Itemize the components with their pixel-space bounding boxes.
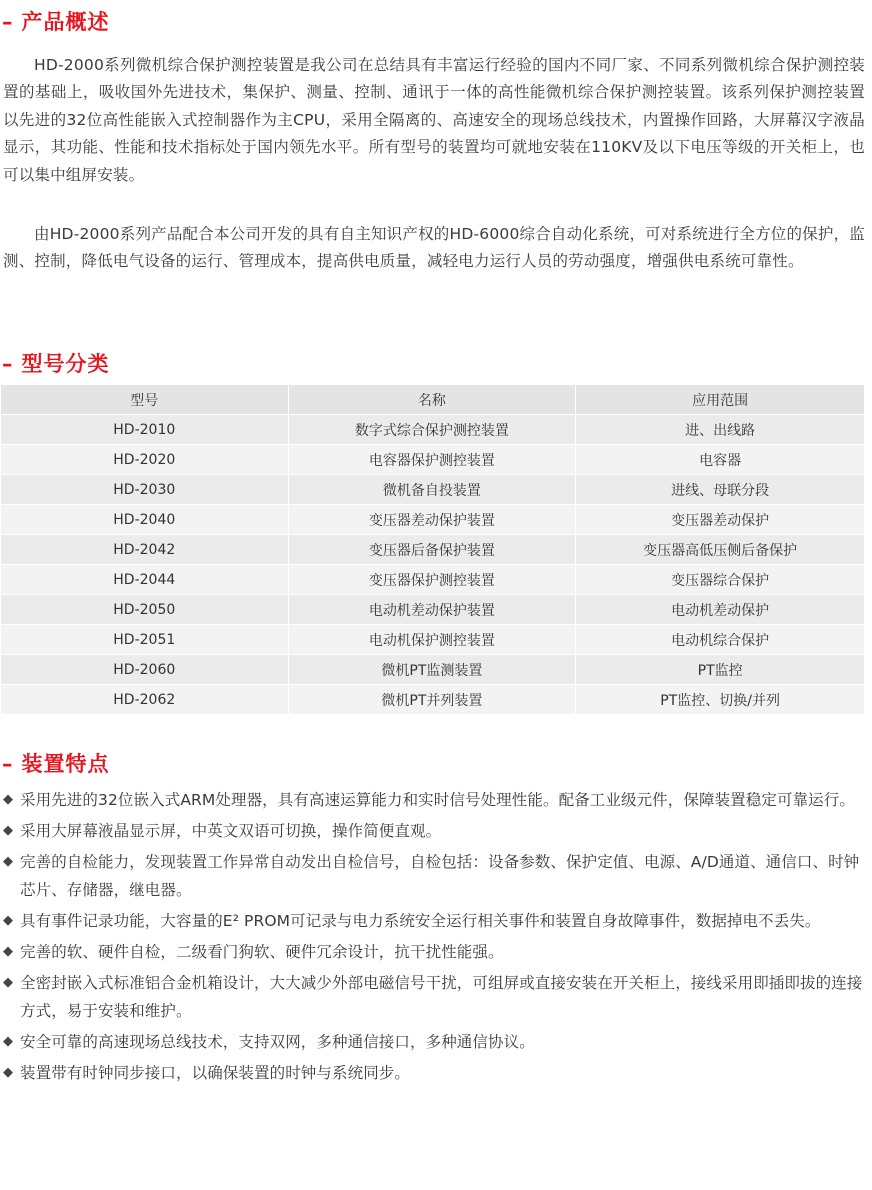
list-item [3,907,871,935]
application-cell: 进线、母联分段 [576,475,865,505]
name-cell: 数字式综合保护测控装置 [288,415,576,445]
table-row [1,415,865,445]
feature-text: 全密封嵌入式标准铝合金机箱设计，大大减少外部电磁信号干扰，可组屏或直接安装在开关柜上，接线采用即插即拔的连接方式，易于安装和维护。 [20,974,863,1020]
diamond-bullet-icon: ◆ [3,975,14,990]
list-item [3,1028,871,1056]
name-cell: 微机PT并列装置 [288,685,576,715]
application-cell: PT监控 [576,655,865,685]
application-cell: 电动机综合保护 [576,625,865,655]
model-cell: HD-2020 [1,445,289,475]
diamond-bullet-icon: ◆ [3,1034,14,1049]
diamond-bullet-icon: ◆ [3,944,14,959]
column-header-application: 应用范围 [576,385,865,415]
table-row [1,655,865,685]
name-cell: 变压器差动保护装置 [288,505,576,535]
table-row [1,565,865,595]
table-row [1,535,865,565]
table-row [1,445,865,475]
model-table [0,384,865,715]
name-cell: 变压器保护测控装置 [288,565,576,595]
list-item [3,817,871,845]
diamond-bullet-icon: ◆ [3,854,14,869]
model-cell: HD-2010 [1,415,289,445]
model-cell: HD-2030 [1,475,289,505]
diamond-bullet-icon: ◆ [3,913,14,928]
feature-text: 完善的软、硬件自检，二级看门狗软、硬件冗余设计，抗干扰性能强。 [20,943,504,961]
model-cell: HD-2042 [1,535,289,565]
application-cell: 进、出线路 [576,415,865,445]
application-cell: 电容器 [576,445,865,475]
overview-heading: – 产品概述 [2,10,110,34]
list-item [3,848,871,904]
model-cell: HD-2040 [1,505,289,535]
model-cell: HD-2062 [1,685,289,715]
table-row [1,475,865,505]
name-cell: 微机备自投装置 [288,475,576,505]
model-cell: HD-2050 [1,595,289,625]
application-cell: 变压器综合保护 [576,565,865,595]
name-cell: 电动机差动保护装置 [288,595,576,625]
model-cell: HD-2051 [1,625,289,655]
application-cell: 电动机差动保护 [576,595,865,625]
name-cell: 电容器保护测控装置 [288,445,576,475]
table-row [1,505,865,535]
list-item [3,938,871,966]
diamond-bullet-icon: ◆ [3,823,14,838]
list-item [3,1059,871,1087]
feature-text: 装置带有时钟同步接口，以确保装置的时钟与系统同步。 [20,1064,411,1082]
feature-text: 采用大屏幕液晶显示屏，中英文双语可切换，操作简便直观。 [20,822,442,840]
application-cell: 变压器高低压侧后备保护 [576,535,865,565]
feature-text: 采用先进的32位嵌入式ARM处理器，具有高速运算能力和实时信号处理性能。配备工业级元件，保障装置稳定可靠运行。 [20,791,855,809]
feature-text: 完善的自检能力，发现装置工作异常自动发出自检信号，自检包括：设备参数、保护定值、电源、A/D通道、通信口、时钟芯片、存储器，继电器。 [20,853,860,899]
list-item [3,786,871,814]
table-header-row [1,385,865,415]
name-cell: 微机PT监测装置 [288,655,576,685]
diamond-bullet-icon: ◆ [3,1065,14,1080]
models-heading: – 型号分类 [2,352,110,376]
feature-text: 具有事件记录功能，大容量的E² PROM可记录与电力系统安全运行相关事件和装置自身故障事件，数据掉电不丢失。 [20,912,821,930]
model-cell: HD-2044 [1,565,289,595]
list-item [3,969,871,1025]
name-cell: 变压器后备保护装置 [288,535,576,565]
table-row [1,625,865,655]
table-row [1,595,865,625]
diamond-bullet-icon: ◆ [3,792,14,807]
features-heading: – 装置特点 [2,752,110,776]
overview-paragraph-2: 由HD-2000系列产品配合本公司开发的具有自主知识产权的HD-6000综合自动化系统，可对系统进行全方位的保护，监测、控制，降低电气设备的运行、管理成本，提高供电质量，减轻电力运行人员的劳动强度，增强供电系统可靠性。 [3,225,865,271]
overview-paragraph-1: HD-2000系列微机综合保护测控装置是我公司在总结具有丰富运行经验的国内不同厂家、不同系列微机综合保护测控装置的基础上，吸收国外先进技术，集保护、测量、控制、通讯于一体的高性能微机综合保护测控装置。该系列保护测控装置以先进的32位高性能嵌入式控制器作为主CPU，采用全隔离的、高速安全的现场总线技术，内置操作回路，大屏幕汉字液晶显示，其功能、性能和技术指标处于国内领先水平。所有型号的装置均可就地安装在110KV及以下电压等级的开关柜上，也可以集中组屏安装。 [3,56,865,184]
column-header-name: 名称 [288,385,576,415]
feature-list [3,786,871,1090]
application-cell: 变压器差动保护 [576,505,865,535]
table-row [1,685,865,715]
application-cell: PT监控、切换/并列 [576,685,865,715]
feature-text: 安全可靠的高速现场总线技术，支持双网，多种通信接口，多种通信协议。 [20,1033,535,1051]
name-cell: 电动机保护测控装置 [288,625,576,655]
column-header-model: 型号 [1,385,289,415]
model-cell: HD-2060 [1,655,289,685]
